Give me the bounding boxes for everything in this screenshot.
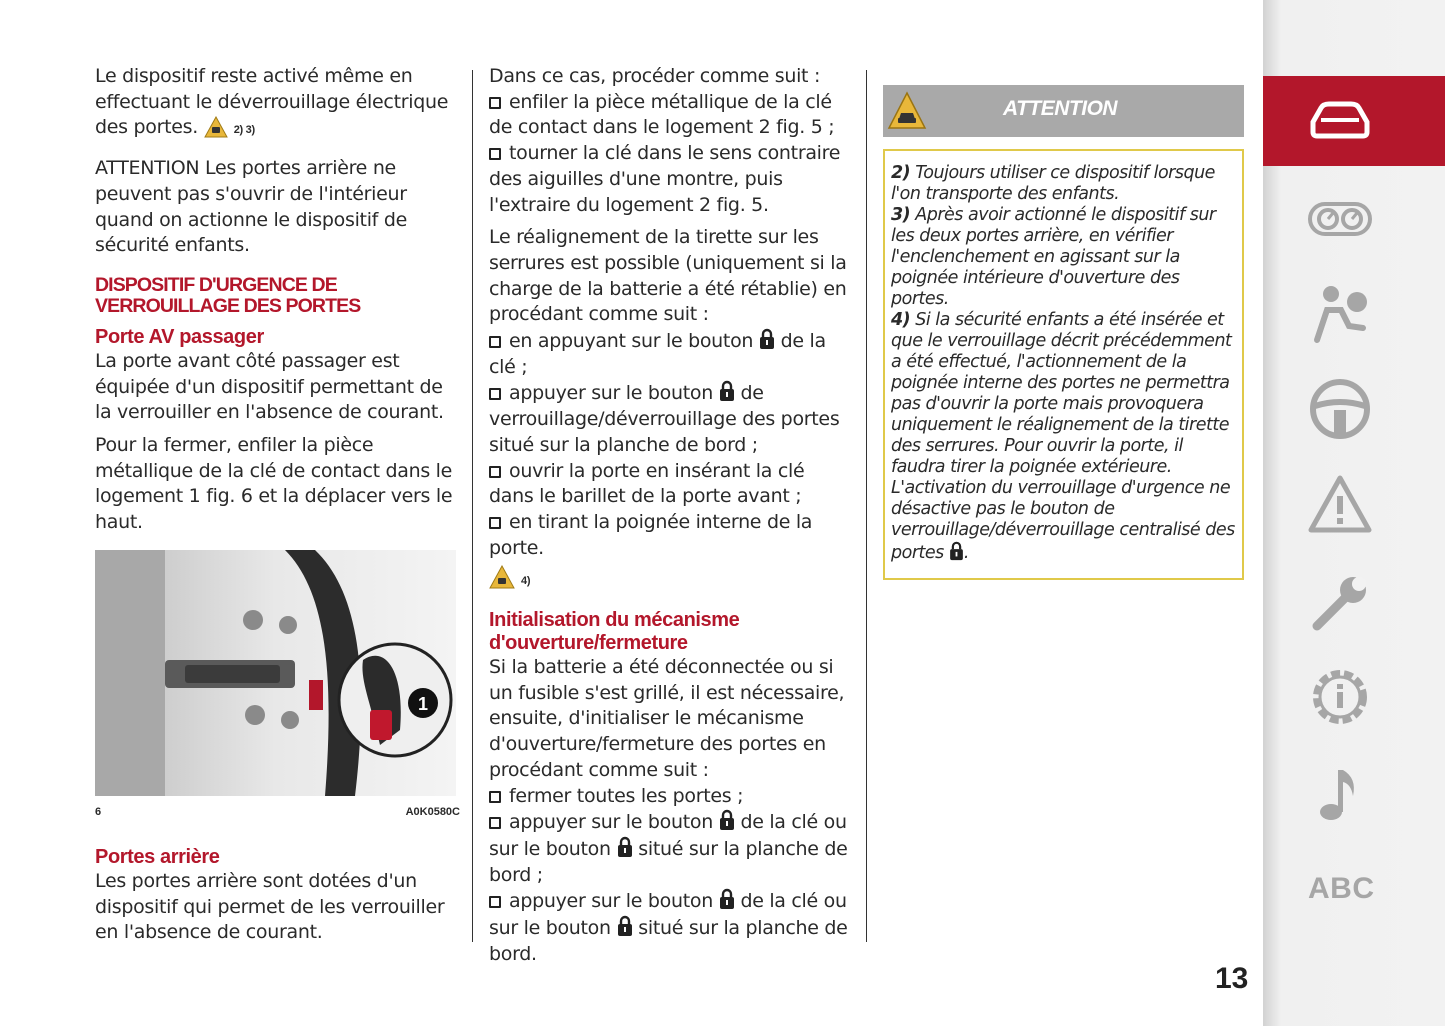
lock-icon (759, 328, 775, 350)
checkbox-bullet-icon (489, 896, 501, 908)
subheading: Portes arrière (95, 845, 220, 868)
subheading: Porte AV passager (95, 325, 264, 348)
paragraph: Le dispositif reste activé même en effectuant le déverrouillage électrique des portes. 2) 3) (95, 65, 449, 139)
paragraph: Le réalignement de la tirette sur les serrures est possible (uniquement si la charge de la batterie a été rétablie) en procédant comme suit : (489, 226, 847, 326)
column-divider (472, 70, 473, 942)
car-icon[interactable] (1307, 88, 1373, 154)
figure-callout: 1 (417, 693, 429, 714)
checkbox-bullet-icon (489, 791, 501, 803)
wrench-icon[interactable] (1307, 570, 1373, 636)
attention-header (883, 85, 1244, 137)
list-item: tourner la clé dans le sens contraire des aiguilles d'une montre, puis l'extraire du logement 2 fig. 5. (489, 142, 841, 216)
note-4: 4) Si la sécurité enfants a été insérée et que le verrouillage décrit précédemment a été effectué, l'actionnement de la poignée interne des portes ne permettra pas d'ouvrir la porte mais provoquera uniquement le réalignement de la tirette des serrures. Pour ouvrir la porte, il faudra tirer la poignée extérieure. L'activation du verrouillage d'urgence ne désactive pas le bouton de verrouillage/déverrouillage centralisé des portes . (891, 310, 1235, 563)
paragraph: ATTENTION Les portes arrière ne peuvent pas s'ouvrir de l'intérieur quand on actionne le dispositif de sécurité enfants. (95, 157, 407, 257)
column-middle (489, 64, 854, 968)
paragraph: Les portes arrière sont dotées d'un dispositif qui permet de les verrouiller en l'absence de courant. (95, 869, 445, 944)
section-heading: DISPOSITIF D'URGENCE DE VERROUILLAGE DES PORTES (95, 273, 361, 317)
gear-info-icon[interactable] (1307, 664, 1373, 730)
checkbox-bullet-icon (489, 466, 501, 478)
checkbox-bullet-icon (489, 388, 501, 400)
figure-number: 6 (95, 805, 102, 818)
warning-reference (489, 565, 854, 595)
steering-wheel-icon[interactable] (1307, 376, 1373, 442)
page-number: 13 (1215, 962, 1249, 995)
checkbox-bullet-icon (489, 517, 501, 529)
checkbox-bullet-icon (489, 148, 501, 160)
column-left (95, 64, 460, 946)
attention-panel (883, 64, 1244, 580)
figure-code: A0K0580C (405, 805, 460, 818)
list-item: appuyer sur le bouton de la clé ou sur le bouton situé sur la planche de bord. (489, 890, 848, 965)
paragraph: La porte avant côté passager est équipée d'un dispositif permettant de la verrouiller en l'absence de courant. (95, 349, 444, 424)
warning-triangle-icon[interactable] (1307, 472, 1373, 538)
list-item: en tirant la poignée interne de la porte. (489, 510, 813, 559)
list-item: ouvrir la porte en insérant la clé dans le barillet de la porte avant ; (489, 459, 805, 508)
note-3: 3) Après avoir actionné le dispositif sur les deux portes arrière, en vérifier l'enclenchement en agissant sur la poignée intérieure d'ouverture des portes. (891, 205, 1216, 309)
list-item: enfiler la pièce métallique de la clé de contact dans le logement 2 fig. 5 ; (489, 90, 835, 139)
lock-icon (949, 541, 964, 561)
note-refs[interactable]: 2) 3) (233, 124, 255, 137)
checkbox-bullet-icon (489, 336, 501, 348)
sidebar-item-abc[interactable]: ABC (1308, 872, 1375, 905)
warning-car-icon (489, 565, 515, 589)
figure-caption (95, 806, 460, 818)
lock-icon (617, 915, 633, 937)
warning-car-icon (887, 91, 927, 131)
attention-title: ATTENTION (1003, 97, 1118, 120)
warning-car-icon (204, 116, 228, 138)
airbag-person-icon[interactable] (1307, 280, 1373, 346)
chapter-sidebar (1263, 0, 1445, 1026)
lock-icon (719, 380, 735, 402)
column-divider (866, 70, 867, 942)
paragraph: Si la batterie a été déconnectée ou si un fusible s'est grillé, il est nécessaire, ensuite, d'initialiser le mécanisme d'ouverture/fermeture des portes en procédant comme suit : (489, 656, 845, 781)
list-item: fermer toutes les portes ; (489, 784, 854, 810)
figure-6-door-lock (95, 550, 456, 796)
lock-icon (719, 888, 735, 910)
list-item: appuyer sur le bouton de verrouillage/déverrouillage des portes situé sur la planche de bord ; (489, 382, 840, 456)
checkbox-bullet-icon (489, 817, 501, 829)
dashboard-icon[interactable] (1307, 186, 1373, 252)
list-item: appuyer sur le bouton de la clé ou sur le bouton situé sur la planche de bord ; (489, 811, 848, 886)
attention-notes (883, 149, 1244, 580)
note-2: 2) Toujours utiliser ce dispositif lorsque l'on transporte des enfants. (891, 163, 1215, 204)
door-lock-illustration (95, 550, 456, 796)
paragraph: Pour la fermer, enfiler la pièce métallique de la clé de contact dans le logement 1 fig. 6 et la déplacer vers le haut. (95, 434, 453, 534)
lock-icon (617, 836, 633, 858)
lock-icon (719, 809, 735, 831)
paragraph: Dans ce cas, procéder comme suit : (489, 65, 821, 87)
checkbox-bullet-icon (489, 97, 501, 109)
music-note-icon[interactable] (1307, 762, 1373, 828)
list-item: en appuyant sur le bouton de la clé ; (489, 330, 826, 378)
subheading: Initialisation du mécanisme d'ouverture/fermeture (489, 609, 740, 655)
note-refs[interactable]: 4) (521, 575, 531, 588)
